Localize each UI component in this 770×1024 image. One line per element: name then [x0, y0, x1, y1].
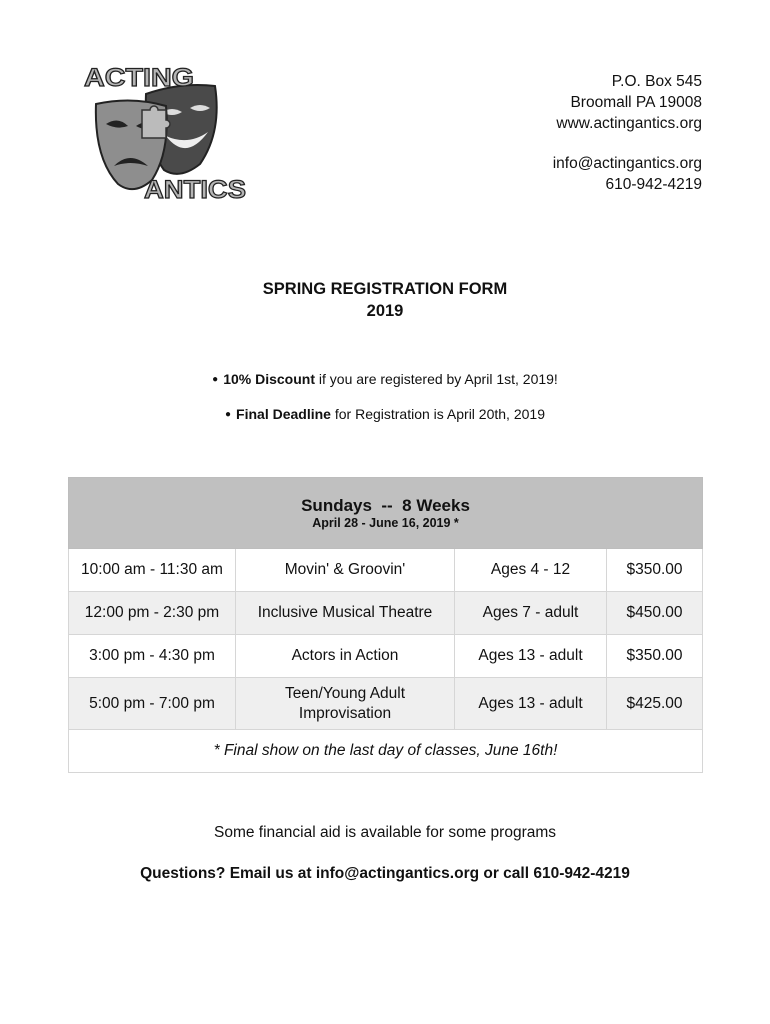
discount-text: if you are registered by April 1st, 2019!: [315, 371, 558, 387]
table-row: [69, 678, 703, 730]
po-box: P.O. Box 545: [611, 73, 702, 90]
financial-aid-note: Some financial aid is available for some programs: [213, 824, 557, 841]
logo-bottom-word: ANTICS: [144, 176, 246, 202]
deadline-notice: [0, 406, 770, 422]
contact-block: [553, 71, 702, 195]
class-name: [236, 678, 455, 730]
class-name: Inclusive Musical Theatre: [236, 592, 455, 635]
title-line-1: SPRING REGISTRATION FORM: [262, 280, 508, 298]
title-line-2: 2019: [366, 302, 404, 320]
class-ages: Ages 13 - adult: [455, 635, 607, 678]
city-address: Broomall PA 19008: [570, 94, 702, 111]
class-ages: Ages 4 - 12: [455, 549, 607, 592]
schedule-header: [69, 478, 703, 549]
questions-contact: Questions? Email us at info@actingantics.org or call 610-942-4219: [140, 865, 630, 882]
discount-label: 10% Discount: [223, 371, 316, 387]
deadline-label: Final Deadline: [236, 406, 331, 422]
class-name-line-2: Improvisation: [298, 704, 392, 722]
class-time: 10:00 am - 11:30 am: [69, 549, 236, 592]
class-time: 3:00 pm - 4:30 pm: [69, 635, 236, 678]
class-price: $425.00: [607, 678, 703, 730]
class-ages: Ages 13 - adult: [455, 678, 607, 730]
schedule-heading: Sundays -- 8 Weeks: [301, 496, 470, 515]
class-price: $450.00: [607, 592, 703, 635]
schedule-dates: April 28 - June 16, 2019 *: [312, 516, 459, 530]
class-time: 12:00 pm - 2:30 pm: [69, 592, 236, 635]
email-link[interactable]: info@actingantics.org: [552, 155, 702, 172]
theatre-masks-icon: [80, 62, 252, 202]
page-title: [0, 278, 770, 322]
bullet-icon: ●: [212, 374, 219, 385]
logo-top-word: ACTING: [84, 64, 194, 92]
discount-notice: [0, 371, 770, 387]
website-link[interactable]: www.actingantics.org: [556, 115, 702, 132]
class-time: 5:00 pm - 7:00 pm: [69, 678, 236, 730]
class-ages: Ages 7 - adult: [455, 592, 607, 635]
class-name: Actors in Action: [236, 635, 455, 678]
spacer: [553, 134, 702, 153]
table-row: [69, 635, 703, 678]
bullet-icon: ●: [225, 409, 232, 420]
table-row: [69, 549, 703, 592]
class-price: $350.00: [607, 635, 703, 678]
phone-number: 610-942-4219: [605, 176, 702, 193]
schedule-footnote: * Final show on the last day of classes, June 16th!: [69, 730, 703, 773]
footnote-row: [69, 730, 703, 773]
acting-antics-logo: [80, 62, 252, 202]
schedule-header-cell: [69, 478, 703, 549]
schedule-table: [68, 477, 703, 773]
class-price: $350.00: [607, 549, 703, 592]
class-name: Movin' & Groovin': [236, 549, 455, 592]
table-row: [69, 592, 703, 635]
deadline-text: for Registration is April 20th, 2019: [330, 406, 545, 422]
class-name-line-1: Teen/Young Adult: [284, 684, 406, 702]
